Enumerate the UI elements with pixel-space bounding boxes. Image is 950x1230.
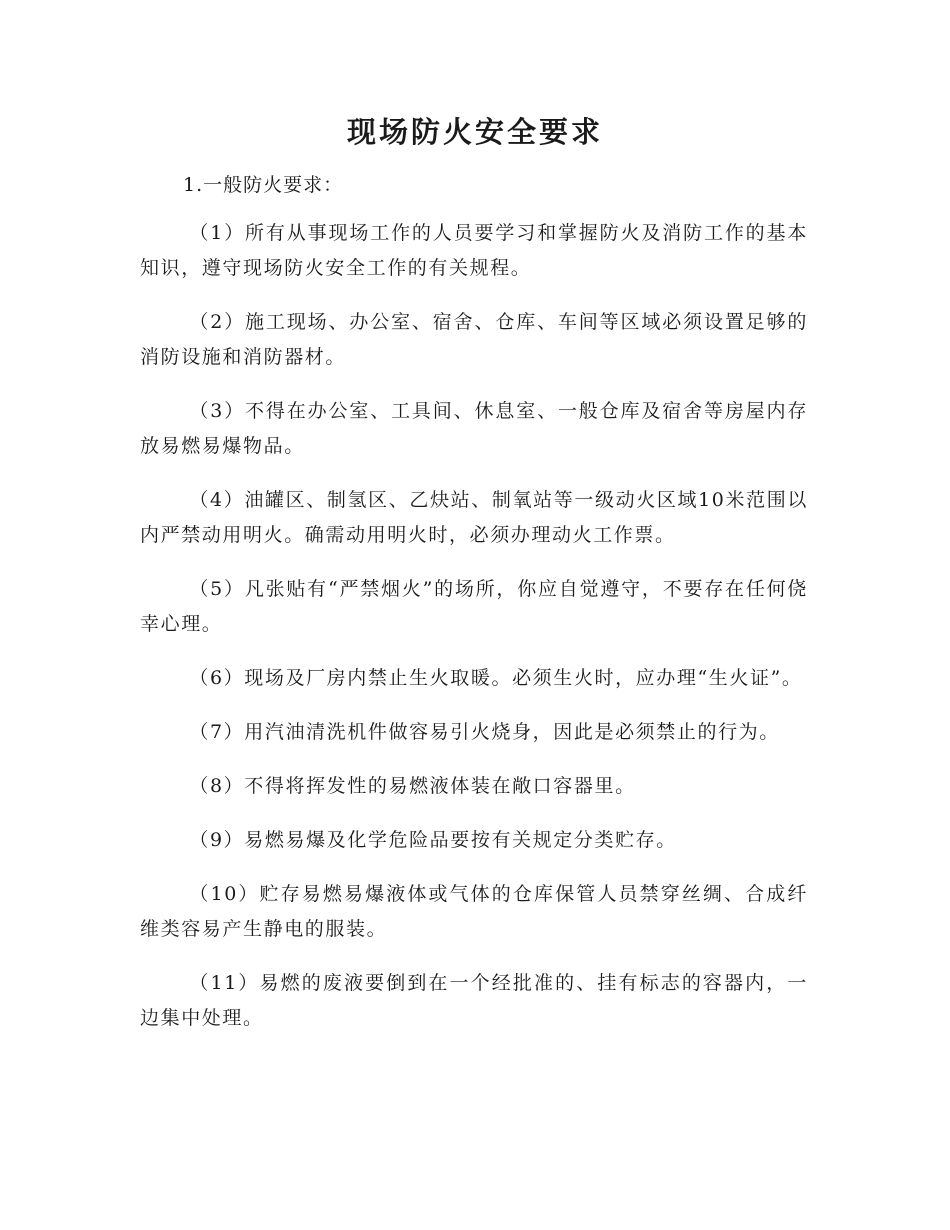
page-title: 现场防火安全要求	[346, 115, 603, 149]
paragraph-6: （6）现场及厂房内禁止生火取暖。必须生火时，应办理“生火证”。	[189, 667, 803, 689]
paragraph-5: （5）凡张贴有“严禁烟火”的场所，你应自觉遵守，不要存在任何侥幸心理。	[140, 578, 808, 635]
paragraph-7: （7）用汽油清洗机件做容易引火烧身，因此是必须禁止的行为。	[189, 721, 780, 743]
paragraph-3: （3）不得在办公室、工具间、休息室、一般仓库及宿舍等房屋内存放易燃易爆物品。	[140, 400, 808, 457]
paragraph-list	[140, 216, 808, 1055]
paragraph-2: （2）施工现场、办公室、宿舍、仓库、车间等区域必须设置足够的消防设施和消防器材。	[140, 311, 808, 368]
section-heading: 1.一般防火要求：	[183, 174, 344, 196]
paragraph-1: （1）所有从事现场工作的人员要学习和掌握防火及消防工作的基本知识，遵守现场防火安全工作的有关规程。	[140, 222, 808, 279]
paragraph-9: （9）易燃易爆及化学危险品要按有关规定分类贮存。	[189, 829, 677, 851]
paragraph-10: （10）贮存易燃易爆液体或气体的仓库保管人员禁穿丝绸、合成纤维类容易产生静电的服装。	[140, 883, 808, 940]
paragraph-11: （11）易燃的废液要倒到在一个经批准的、挂有标志的容器内，一边集中处理。	[140, 972, 808, 1029]
paragraph-8: （8）不得将挥发性的易燃液体装在敞口容器里。	[189, 775, 636, 797]
paragraph-4: （4）油罐区、制氢区、乙炔站、制氧站等一级动火区域10米范围以内严禁动用明火。确需动用明火时，必须办理动火工作票。	[140, 489, 808, 546]
